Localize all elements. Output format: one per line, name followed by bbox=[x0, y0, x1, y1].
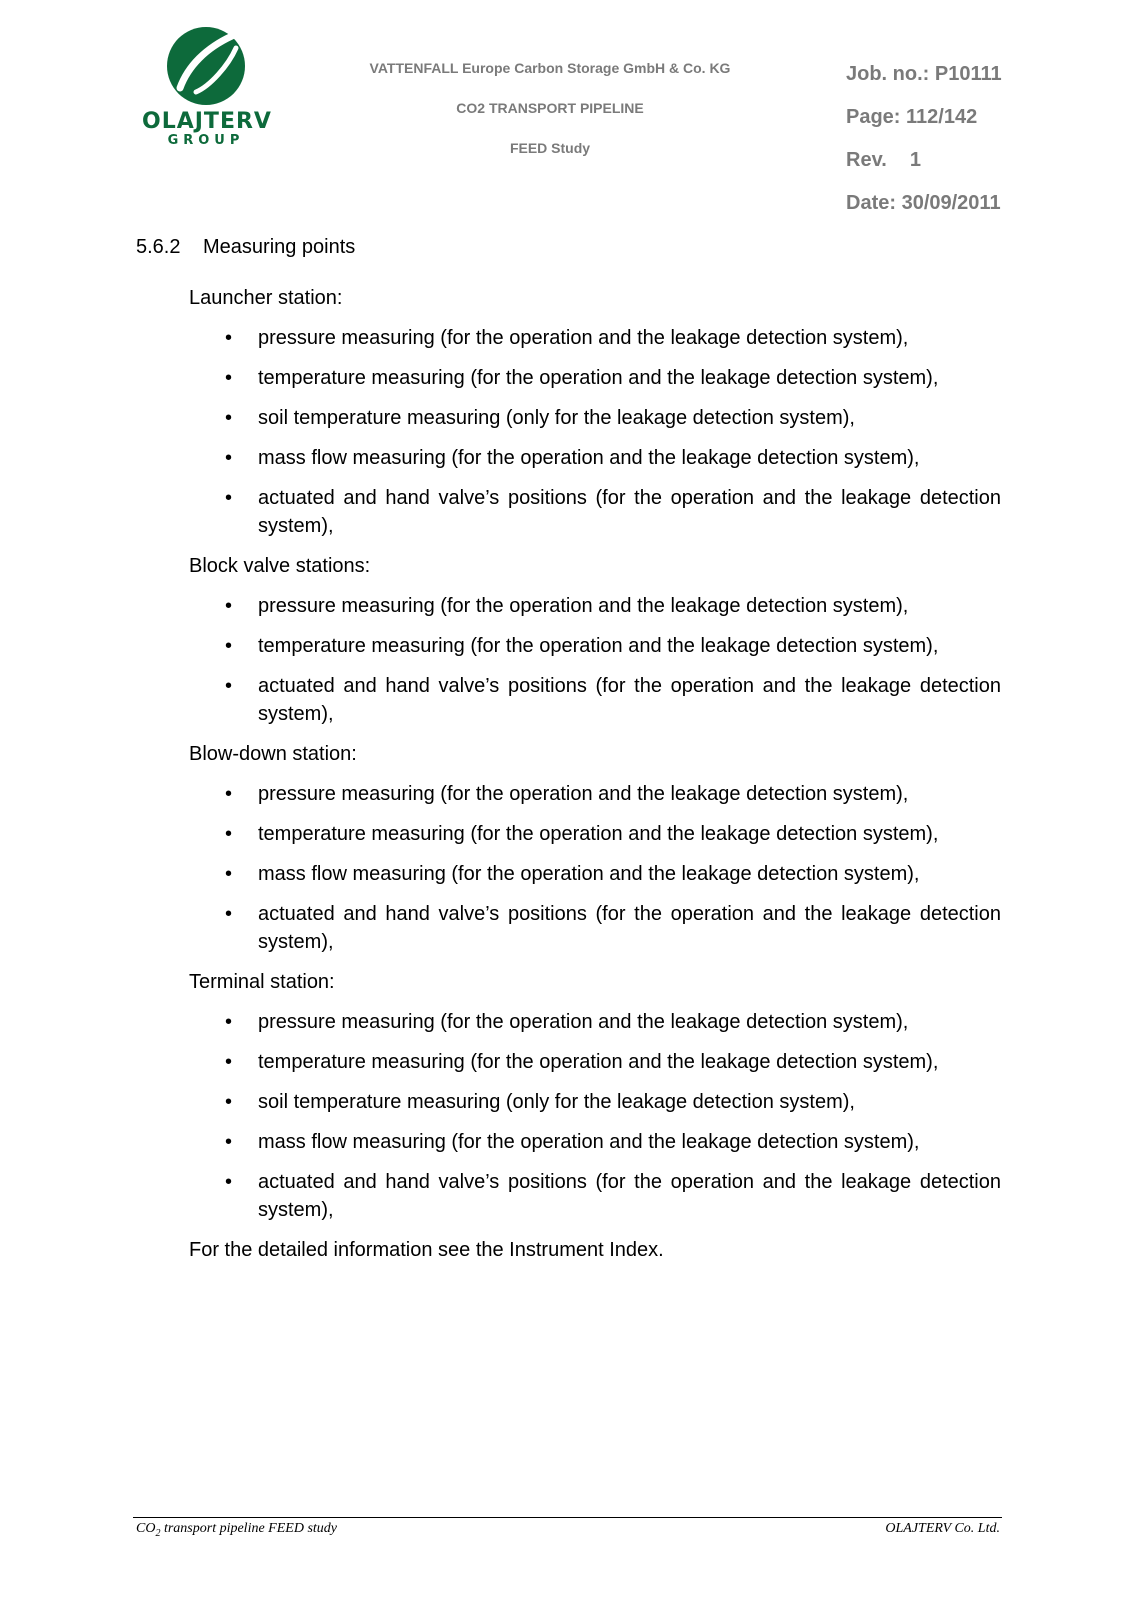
list-item-text: actuated and hand valve’s positions (for the operation and the leakage detection system), bbox=[258, 903, 1001, 953]
date-label: Date: bbox=[846, 192, 897, 214]
bullet-icon: • bbox=[225, 675, 233, 697]
list-item-text: mass flow measuring (for the operation and the leakage detection system), bbox=[258, 1131, 920, 1153]
list-item bbox=[189, 820, 1001, 848]
footer-left: $CO_2$ transport pipeline FEED study bbox=[136, 1521, 337, 1539]
date bbox=[846, 191, 1002, 234]
bullet-icon: • bbox=[225, 447, 233, 469]
list-item-text: temperature measuring (for the operation and the leakage detection system), bbox=[258, 823, 939, 845]
list-item bbox=[189, 632, 1001, 660]
list-item-text: actuated and hand valve’s positions (for the operation and the leakage detection system), bbox=[258, 1171, 1001, 1221]
bullet-list bbox=[189, 592, 1001, 728]
list-item-text: actuated and hand valve’s positions (for the operation and the leakage detection system), bbox=[258, 487, 1001, 537]
section-title: Measuring points bbox=[203, 236, 356, 258]
list-item bbox=[189, 484, 1001, 540]
company-logo bbox=[142, 26, 272, 148]
header-center bbox=[330, 60, 770, 180]
list-item bbox=[189, 324, 1001, 352]
logo-wordmark: OLAJTERV bbox=[142, 109, 272, 134]
list-item-text: mass flow measuring (for the operation and the leakage detection system), bbox=[258, 447, 920, 469]
company-name: VATTENFALL Europe Carbon Storage GmbH & Co. KG bbox=[369, 60, 731, 76]
bullet-icon: • bbox=[225, 863, 233, 885]
bullet-icon: • bbox=[225, 487, 233, 509]
bullet-icon: • bbox=[225, 407, 233, 429]
bullet-icon: • bbox=[225, 1091, 233, 1113]
section-heading bbox=[136, 236, 355, 259]
list-item bbox=[189, 672, 1001, 728]
job-label: Job. no.: bbox=[846, 63, 930, 85]
list-item-text: actuated and hand valve’s positions (for the operation and the leakage detection system), bbox=[258, 675, 1001, 725]
page-label: Page: bbox=[846, 106, 901, 128]
logo-group-text: GROUP bbox=[167, 133, 245, 148]
olajterv-leaf-icon bbox=[166, 26, 246, 106]
study-name: FEED Study bbox=[509, 140, 591, 156]
list-item-text: mass flow measuring (for the operation and the leakage detection system), bbox=[258, 863, 920, 885]
bullet-list bbox=[189, 1008, 1001, 1224]
list-item-text: pressure measuring (for the operation and the leakage detection system), bbox=[258, 595, 909, 617]
list-item bbox=[189, 1168, 1001, 1224]
list-item-text: temperature measuring (for the operation and the leakage detection system), bbox=[258, 635, 939, 657]
list-item bbox=[189, 1088, 1001, 1116]
bullet-icon: • bbox=[225, 823, 233, 845]
list-item bbox=[189, 444, 1001, 472]
list-item-text: soil temperature measuring (only for the leakage detection system), bbox=[258, 1091, 855, 1113]
bullet-icon: • bbox=[225, 595, 233, 617]
list-item bbox=[189, 780, 1001, 808]
group-label: Blow-down station: bbox=[189, 743, 357, 765]
bullet-icon: • bbox=[225, 1171, 233, 1193]
list-item bbox=[189, 900, 1001, 956]
list-item-text: pressure measuring (for the operation and the leakage detection system), bbox=[258, 783, 909, 805]
bullet-icon: • bbox=[225, 1011, 233, 1033]
page-value: 112/142 bbox=[906, 106, 978, 128]
bullet-icon: • bbox=[225, 1131, 233, 1153]
bullet-list bbox=[189, 324, 1001, 540]
list-item bbox=[189, 1128, 1001, 1156]
list-item bbox=[189, 860, 1001, 888]
job-value: P10111 bbox=[934, 63, 1002, 85]
list-item bbox=[189, 1008, 1001, 1036]
bullet-icon: • bbox=[225, 367, 233, 389]
page-number bbox=[846, 105, 1002, 148]
list-item-text: temperature measuring (for the operation and the leakage detection system), bbox=[258, 367, 939, 389]
rev-label: Rev. bbox=[846, 149, 887, 171]
job-number bbox=[846, 62, 1002, 105]
document-body bbox=[189, 284, 1001, 1264]
bullet-icon: • bbox=[225, 903, 233, 925]
list-item-text: soil temperature measuring (only for the leakage detection system), bbox=[258, 407, 855, 429]
section-number: 5.6.2 bbox=[136, 236, 181, 258]
group-label: Block valve stations: bbox=[189, 555, 371, 577]
bullet-icon: • bbox=[225, 783, 233, 805]
list-item bbox=[189, 364, 1001, 392]
list-item bbox=[189, 592, 1001, 620]
group-label: Terminal station: bbox=[189, 971, 335, 993]
bullet-icon: • bbox=[225, 635, 233, 657]
revision bbox=[846, 148, 1002, 191]
footer-right: OLAJTERV Co. Ltd. bbox=[885, 1521, 1000, 1536]
closing-text: For the detailed information see the Instrument Index. bbox=[189, 1239, 664, 1261]
list-item bbox=[189, 404, 1001, 432]
footer-rule bbox=[133, 1517, 1002, 1518]
project-name: CO2 TRANSPORT PIPELINE bbox=[456, 100, 644, 116]
list-item-text: pressure measuring (for the operation and the leakage detection system), bbox=[258, 327, 909, 349]
bullet-list bbox=[189, 780, 1001, 956]
bullet-icon: • bbox=[225, 327, 233, 349]
rev-value: 1 bbox=[909, 149, 922, 171]
header-meta bbox=[846, 62, 1002, 234]
bullet-icon: • bbox=[225, 1051, 233, 1073]
list-item bbox=[189, 1048, 1001, 1076]
list-item-text: pressure measuring (for the operation and the leakage detection system), bbox=[258, 1011, 909, 1033]
group-label: Launcher station: bbox=[189, 287, 343, 309]
date-value: 30/09/2011 bbox=[901, 192, 1001, 214]
list-item-text: temperature measuring (for the operation and the leakage detection system), bbox=[258, 1051, 939, 1073]
